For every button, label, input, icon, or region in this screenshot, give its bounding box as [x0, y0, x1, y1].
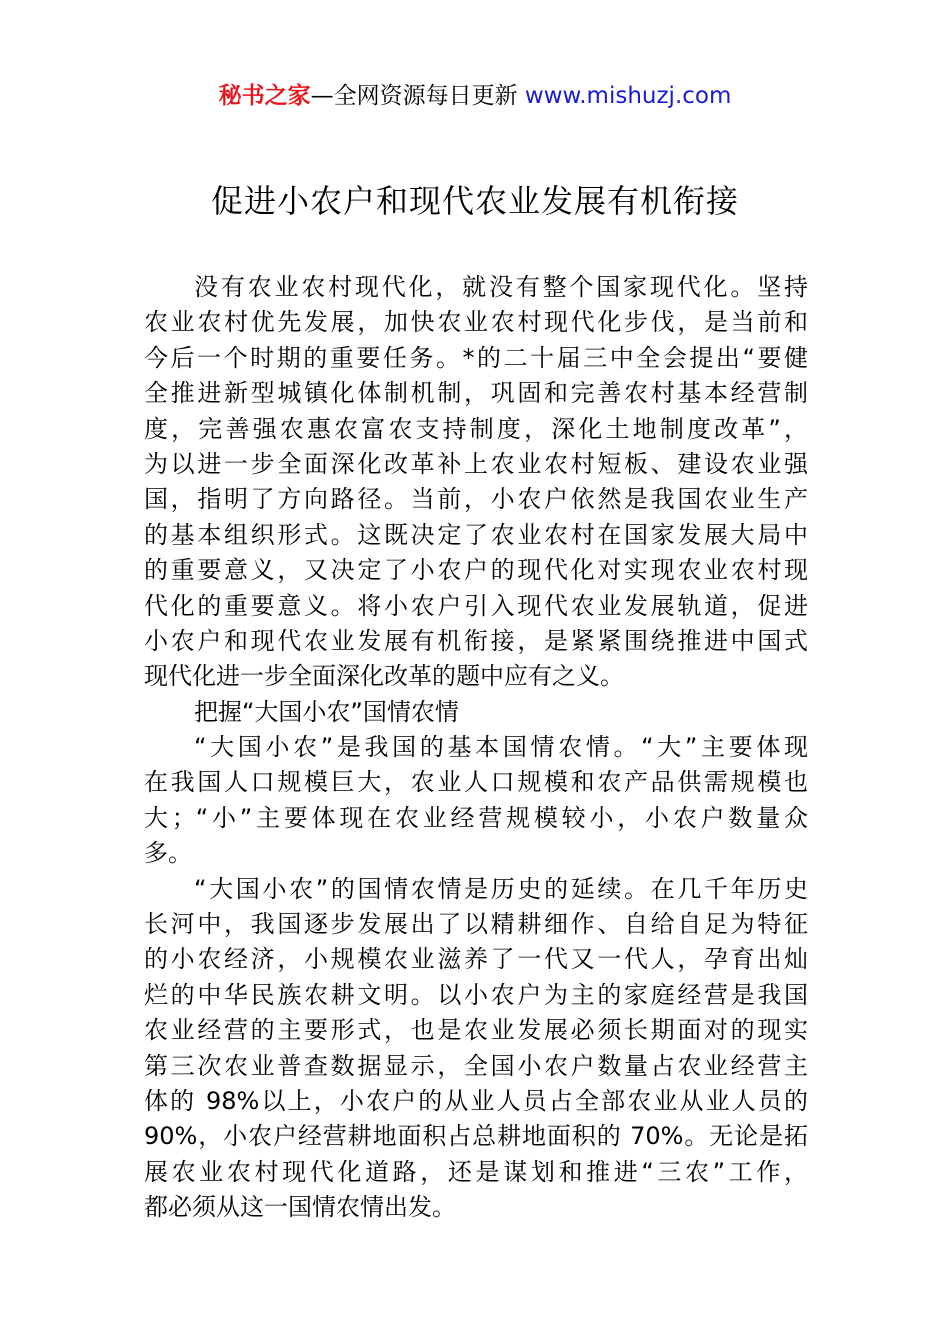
section-heading: 把握“大国小农”国情农情: [194, 697, 459, 726]
text-line: 国，指明了方向路径。当前，小农户依然是我国农业生产: [144, 485, 808, 514]
text-line: 现代化进一步全面深化改革的题中应有之义。: [144, 662, 624, 691]
text-line: 在我国人口规模巨大，农业人口规模和农产品供需规模也: [144, 768, 808, 797]
site-tagline: —全网资源每日更新: [310, 83, 525, 109]
site-header: [0, 80, 950, 112]
text-line: 长河中，我国逐步发展出了以精耕细作、自给自足为特征: [144, 910, 808, 939]
text-line: 烂的中华民族农耕文明。以小农户为主的家庭经营是我国: [144, 980, 808, 1009]
text-line: 代化的重要意义。将小农户引入现代农业发展轨道，促进: [144, 591, 808, 620]
text-line: 大；“小”主要体现在农业经营规模较小，小农户数量众: [144, 803, 808, 832]
text-line: 第三次农业普查数据显示，全国小农户数量占农业经营主: [144, 1051, 808, 1080]
site-brand: 秘书之家: [218, 83, 311, 109]
text-line: 展农业农村现代化道路，还是谋划和推进“三农”工作，: [144, 1157, 808, 1186]
text-line: 没有农业农村现代化，就没有整个国家现代化。坚持: [194, 273, 808, 301]
document-title: 促进小农户和现代农业发展有机衔接: [210, 182, 739, 220]
text-line: 都必须从这一国情农情出发。: [144, 1193, 456, 1222]
text-line: 小农户和现代农业发展有机衔接，是紧紧围绕推进中国式: [144, 626, 808, 655]
text-line: 的重要意义，又决定了小农户的现代化对实现农业农村现: [144, 556, 808, 585]
text-line: 体的 98%以上，小农户的从业人员占全部农业从业人员的: [144, 1086, 808, 1115]
text-line: “大国小农”的国情农情是历史的延续。在几千年历史: [194, 874, 808, 903]
text-line: 的基本组织形式。这既决定了农业农村在国家发展大局中: [144, 520, 808, 549]
document-body: [144, 270, 808, 1226]
text-line: 全推进新型城镇化体制机制，巩固和完善农村基本经营制: [144, 379, 808, 408]
text-line: 今后一个时期的重要任务。*的二十届三中全会提出“要健: [144, 343, 808, 372]
text-line: 为以进一步全面深化改革补上农业农村短板、建设农业强: [144, 449, 808, 478]
text-line: 多。: [144, 839, 192, 868]
text-line: 度，完善强农惠农富农支持制度，深化土地制度改革”，: [144, 414, 808, 443]
text-line: 的小农经济，小规模农业滋养了一代又一代人，孕育出灿: [144, 945, 808, 974]
text-line: “大国小农”是我国的基本国情农情。“大”主要体现: [194, 733, 808, 762]
text-line: 90%，小农户经营耕地面积占总耕地面积的 70%。无论是拓: [144, 1122, 808, 1151]
site-url-link[interactable]: www.mishuzj.com: [524, 83, 732, 109]
text-line: 农业经营的主要形式，也是农业发展必须长期面对的现实: [144, 1016, 808, 1045]
text-line: 农业农村优先发展，加快农业农村现代化步伐，是当前和: [144, 308, 808, 337]
